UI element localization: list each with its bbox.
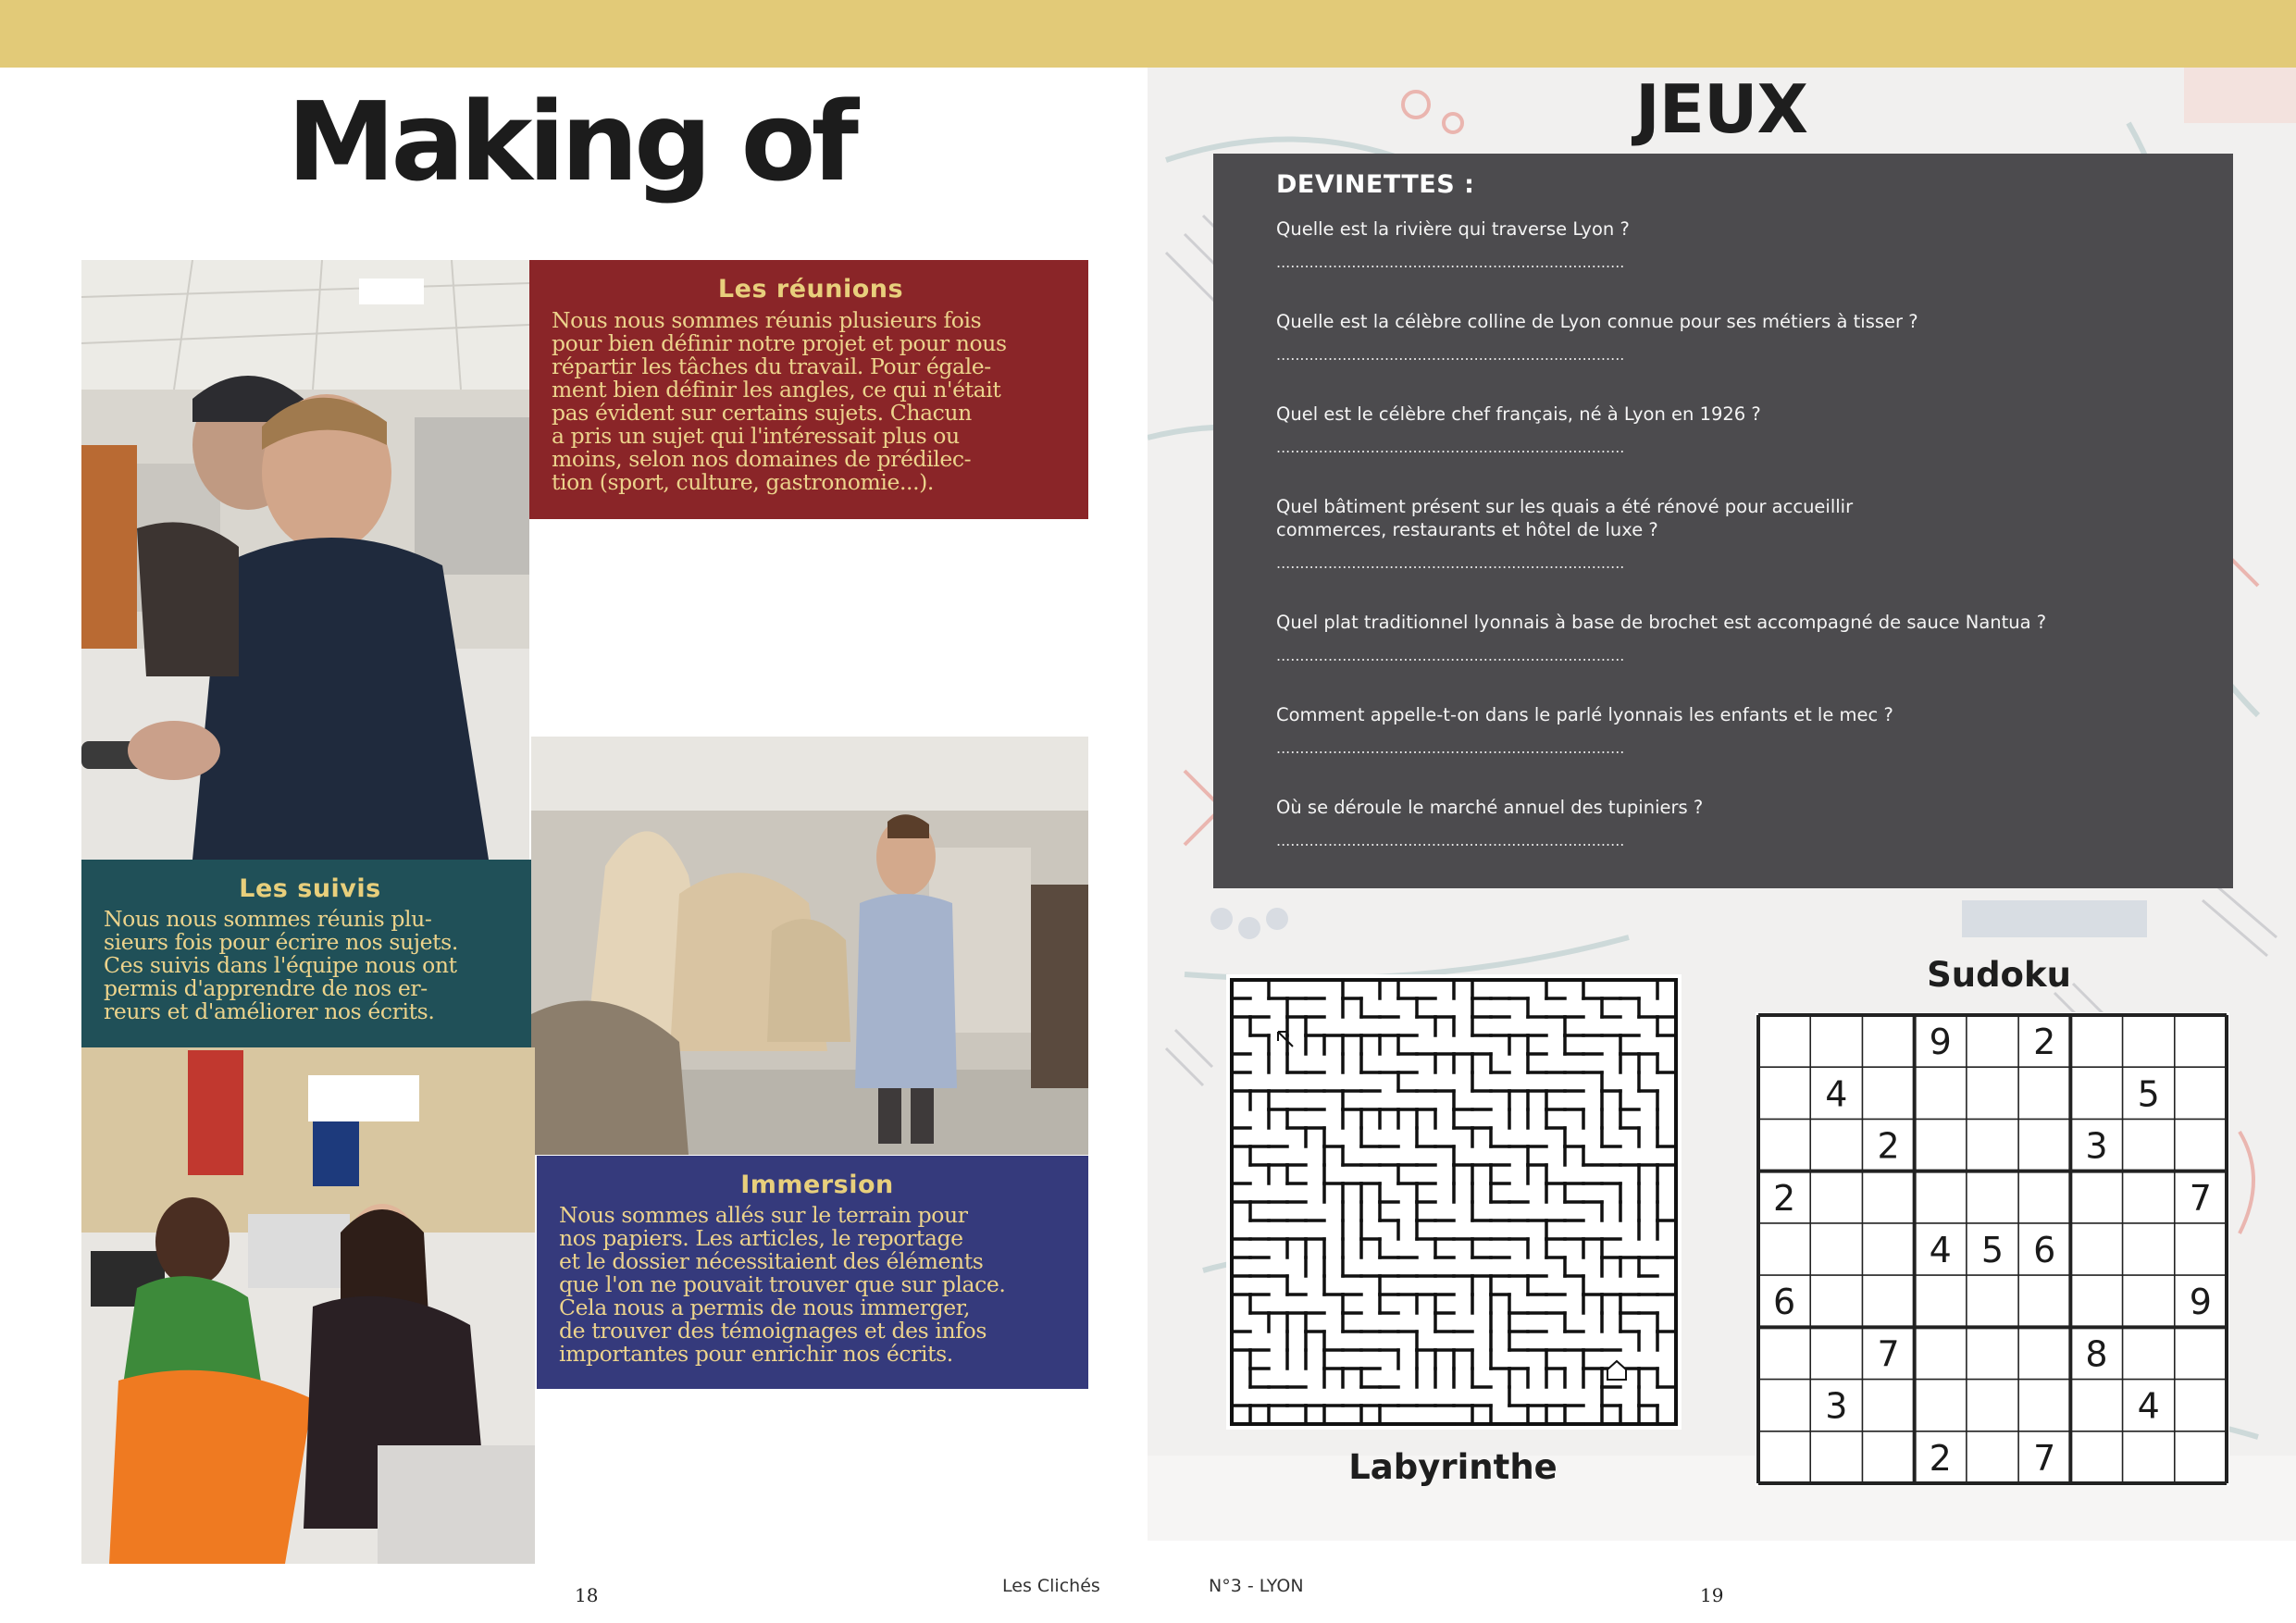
sudoku-cell-value: 6 xyxy=(1773,1282,1796,1323)
sudoku-grid[interactable] xyxy=(1756,1012,2229,1486)
riddle-question: Quelle est la rivière qui traverse Lyon ? xyxy=(1276,218,1630,240)
photo-meeting xyxy=(81,260,529,860)
sudoku-cell-value: 4 xyxy=(2137,1385,2160,1427)
riddle-item xyxy=(1276,703,2233,796)
sudoku-cell-value: 3 xyxy=(2085,1125,2108,1167)
answer-line: .......................................................................... xyxy=(1276,346,1625,364)
sudoku-cell-value: 3 xyxy=(1825,1385,1848,1427)
sudoku-cell-value: 7 xyxy=(1877,1333,1900,1375)
answer-line: .......................................................................... xyxy=(1276,739,1625,757)
riddle-item xyxy=(1276,217,2233,310)
answer-line: .......................................................................... xyxy=(1276,254,1625,271)
sudoku-cell-value: 2 xyxy=(1773,1177,1796,1219)
page-number-right: 19 xyxy=(1700,1584,1724,1606)
suivis-box xyxy=(81,860,531,1047)
photo-museum xyxy=(531,737,1088,1155)
riddle-item xyxy=(1276,310,2233,403)
riddles-heading: DEVINETTES : xyxy=(1276,170,1475,199)
sudoku-cell-value: 2 xyxy=(1877,1125,1900,1167)
riddle-question: Quel est le célèbre chef français, né à Lyon en 1926 ? xyxy=(1276,403,1761,425)
maze-goal-house-icon xyxy=(1607,1361,1626,1380)
maze-start-arrow-icon xyxy=(1278,1032,1293,1047)
reunions-box xyxy=(529,260,1088,519)
maze-title: Labyrinthe xyxy=(1348,1447,1558,1487)
sudoku-cell-value: 7 xyxy=(2033,1437,2056,1479)
sudoku-cell-value: 5 xyxy=(2137,1073,2160,1115)
footer-issue: N°3 - LYON xyxy=(1209,1576,1304,1596)
immersion-box xyxy=(537,1156,1088,1389)
sudoku-cell-value: 2 xyxy=(1929,1437,1952,1479)
immersion-heading: Immersion xyxy=(740,1171,894,1199)
suivis-text: Nous nous sommes réunis plu- sieurs fois pour écrire nos sujets. Ces suivis dans l'équipe nous ont permis d'apprendre de nos er- reurs et d'améliorer nos écrits. xyxy=(104,906,458,1024)
reunions-heading: Les réunions xyxy=(717,275,904,304)
maze-puzzle[interactable] xyxy=(1226,974,1682,1430)
riddle-item xyxy=(1276,796,2233,888)
riddle-question: Quel plat traditionnel lyonnais à base de brochet est accompagné de sauce Nantua ? xyxy=(1276,612,2047,633)
riddles-panel xyxy=(1213,154,2233,888)
page-number-left: 18 xyxy=(575,1584,599,1606)
sudoku-cell-value: 4 xyxy=(1825,1073,1848,1115)
riddle-question: Quel bâtiment présent sur les quais a été rénové pour accueillir commerces, restaurants et hôtel de luxe ? xyxy=(1276,496,1854,540)
answer-line: .......................................................................... xyxy=(1276,554,1625,572)
sudoku-cell-value: 7 xyxy=(2189,1177,2212,1219)
immersion-text: Nous sommes allés sur le terrain pour nos papiers. Les articles, le reportage et le dossier nécessitaient des éléments que l'on ne pouvait trouver que sur place. Cela nous a permis de nous immerger, de trouver des témoignages et des infos importantes pour enrichir nos écrits. xyxy=(559,1202,1006,1367)
footer-publication: Les Clichés xyxy=(1002,1576,1100,1596)
top-color-band xyxy=(0,0,2296,68)
riddle-question: Où se déroule le marché annuel des tupiniers ? xyxy=(1276,797,1704,818)
suivis-heading: Les suivis xyxy=(239,874,381,903)
sudoku-title: Sudoku xyxy=(1927,955,2071,995)
riddle-item xyxy=(1276,495,2233,611)
sudoku-cell-value: 4 xyxy=(1929,1230,1952,1270)
maze-walls xyxy=(1232,980,1676,1424)
page-title-making-of: Making of xyxy=(287,78,854,205)
page-title-jeux: JEUX xyxy=(1635,70,1807,148)
reunions-text: Nous nous sommes réunis plusieurs fois pour bien définir notre projet et pour nous répartir les tâches du travail. Pour égale- ment bien définir les angles, ce qui n'était pas évident sur certains sujets. Chacun a pris un sujet qui l'intéressait plus ou moins, selon nos domaines de prédilec- tion (sport, culture, gastronomie...). xyxy=(552,307,1007,495)
answer-line: .......................................................................... xyxy=(1276,647,1625,664)
answer-line: .......................................................................... xyxy=(1276,832,1625,849)
sudoku-cell-value: 9 xyxy=(2189,1282,2212,1323)
sudoku-cell-value: 2 xyxy=(2033,1022,2056,1063)
photo-students xyxy=(81,1047,535,1564)
riddle-question: Quelle est la célèbre colline de Lyon connue pour ses métiers à tisser ? xyxy=(1276,311,1918,332)
sudoku-cell-value: 8 xyxy=(2085,1333,2108,1375)
riddle-question: Comment appelle-t-on dans le parlé lyonnais les enfants et le mec ? xyxy=(1276,704,1893,725)
answer-line: .......................................................................... xyxy=(1276,439,1625,456)
sudoku-cell-value: 5 xyxy=(1980,1230,2004,1270)
riddle-item xyxy=(1276,403,2233,495)
sudoku-cell-value: 9 xyxy=(1929,1022,1952,1063)
sudoku-cell-value: 6 xyxy=(2033,1230,2056,1270)
riddle-item xyxy=(1276,611,2233,703)
